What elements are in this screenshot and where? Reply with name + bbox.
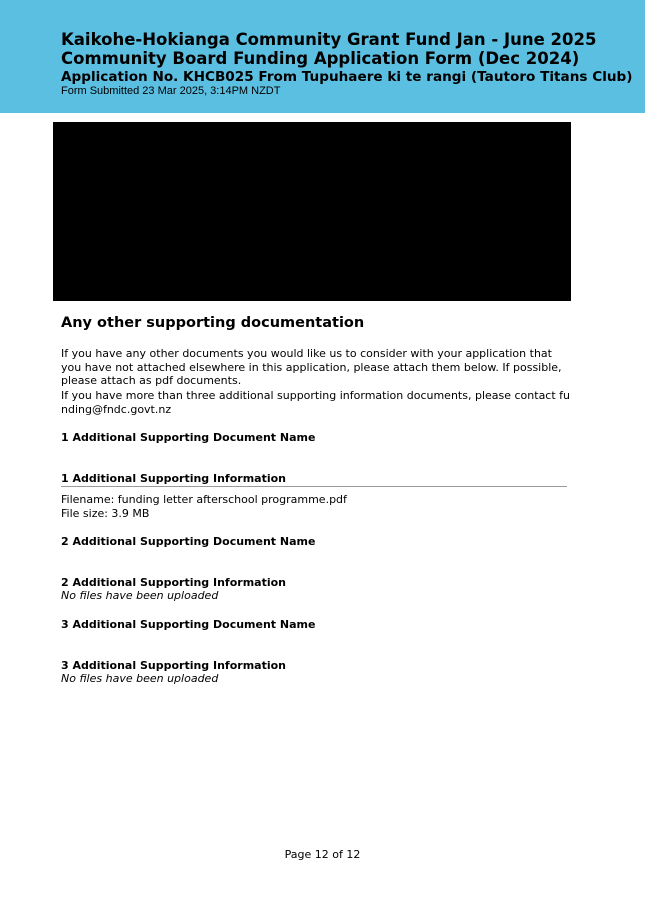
instructions-line: If you have any other documents you would like us to consider with your application that bbox=[61, 347, 552, 360]
form-title: Community Board Funding Application Form (Dec 2024) bbox=[61, 49, 580, 68]
instructions-line: you have not attached elsewhere in this application, please attach them below. If possible, bbox=[61, 360, 562, 374]
instructions-line: please attach as pdf documents. bbox=[61, 374, 242, 387]
doc2-info-label: 2 Additional Supporting Information bbox=[61, 576, 286, 589]
doc1-name-label: 1 Additional Supporting Document Name bbox=[61, 431, 316, 444]
application-number: Application No. KHCB025 From Tupuhaere ki te rangi (Tautoro Titans Club) bbox=[61, 69, 633, 85]
doc2-name-label: 2 Additional Supporting Document Name bbox=[61, 535, 316, 548]
doc3-info-label: 3 Additional Supporting Information bbox=[61, 659, 286, 672]
doc3-name-label: 3 Additional Supporting Document Name bbox=[61, 618, 316, 631]
doc1-filesize: File size: 3.9 MB bbox=[61, 507, 150, 520]
grant-fund-title: Kaikohe-Hokianga Community Grant Fund Jan - June 2025 bbox=[61, 30, 597, 49]
contact-paragraph bbox=[61, 389, 571, 416]
page-number: Page 12 of 12 bbox=[284, 848, 361, 861]
divider-line bbox=[61, 486, 567, 487]
instructions-paragraph bbox=[61, 347, 571, 388]
doc2-empty-text: No files have been uploaded bbox=[61, 589, 219, 602]
section-title: Any other supporting documentation bbox=[61, 315, 365, 331]
contact-line: If you have more than three additional supporting information documents, please contact fu bbox=[61, 389, 571, 402]
doc3-empty-text: No files have been uploaded bbox=[61, 672, 219, 685]
doc1-info-label: 1 Additional Supporting Information bbox=[61, 472, 286, 485]
contact-line: nding@fndc.govt.nz bbox=[61, 402, 172, 416]
redacted-block bbox=[53, 122, 571, 301]
submitted-timestamp: Form Submitted 23 Mar 2025, 3:14PM NZDT bbox=[61, 85, 281, 97]
page-header bbox=[0, 0, 645, 113]
doc1-filename: Filename: funding letter afterschool programme.pdf bbox=[61, 493, 347, 506]
